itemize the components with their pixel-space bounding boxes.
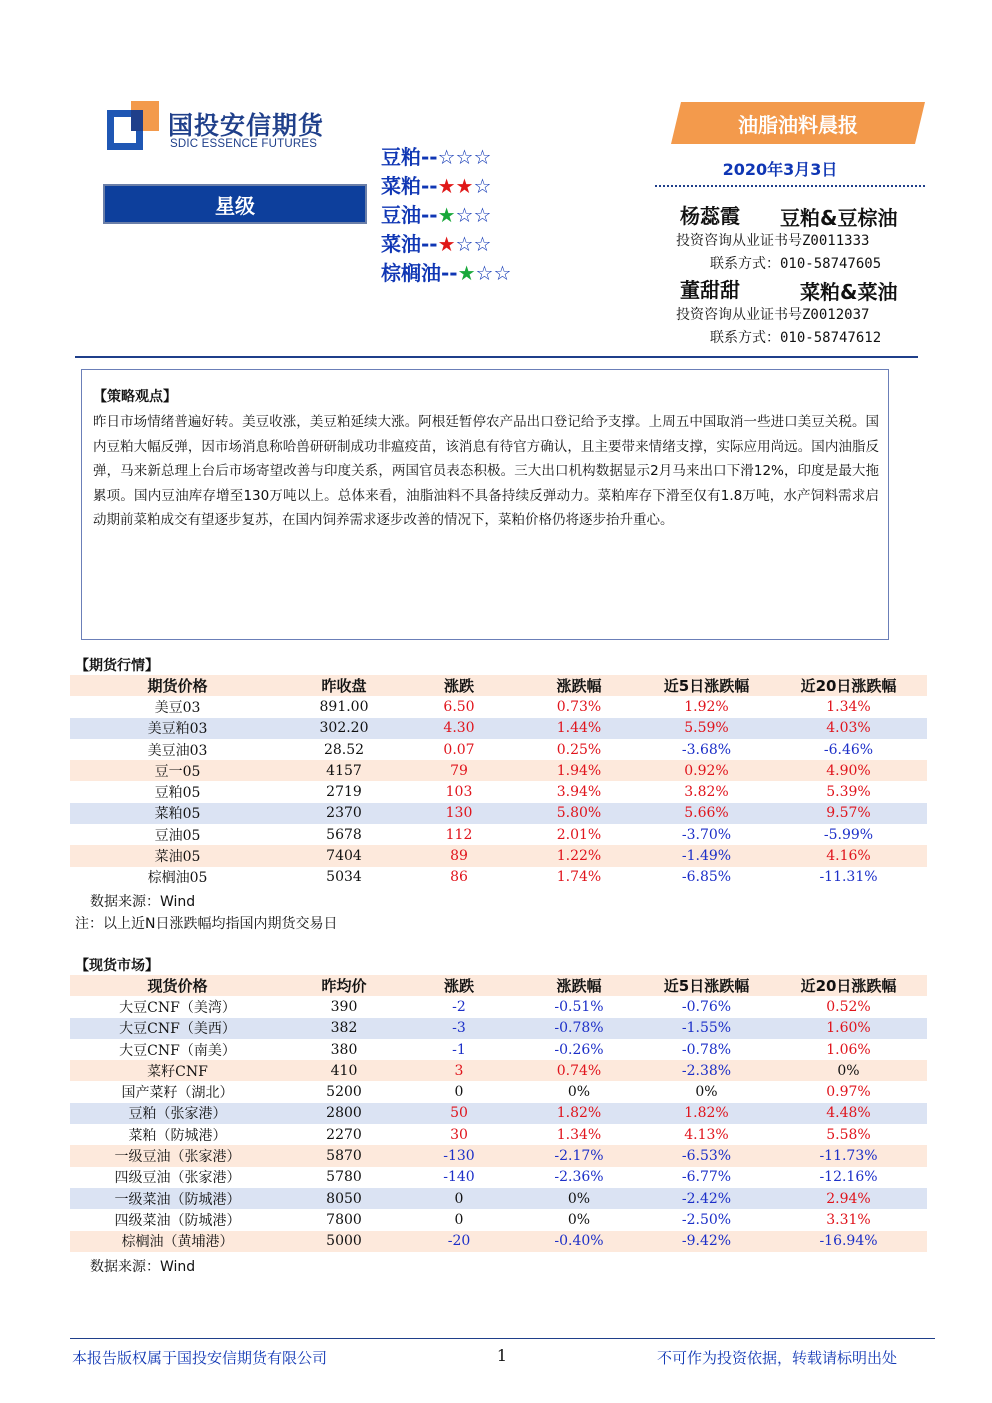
rating-label: 星级 — [215, 193, 255, 218]
table-row — [70, 1018, 927, 1039]
table-cell: 5870 — [285, 1145, 403, 1166]
table-cell: -1.49% — [643, 845, 770, 866]
table-cell: 7800 — [285, 1209, 403, 1230]
star-rating — [438, 174, 492, 198]
table-cell: 一级菜油（防城港） — [70, 1188, 285, 1209]
table-cell: 28.52 — [285, 739, 403, 760]
star-rating — [438, 203, 492, 227]
rating-list — [381, 143, 511, 288]
table-row — [70, 1231, 927, 1252]
spot-section-title: 【现货市场】 — [75, 958, 159, 974]
table-cell: -11.73% — [770, 1145, 927, 1166]
star-filled-icon: ★ — [437, 232, 456, 256]
table-cell: 382 — [285, 1018, 403, 1039]
table-cell: 豆油05 — [70, 824, 285, 845]
table-cell: -0.51% — [515, 996, 643, 1017]
table-row — [70, 1039, 927, 1060]
table-cell: 7404 — [285, 845, 403, 866]
table-cell: 美豆03 — [70, 696, 285, 717]
table-cell: 410 — [285, 1060, 403, 1081]
table-cell: 0% — [643, 1081, 770, 1102]
table-cell: 0.92% — [643, 760, 770, 781]
table-cell: 豆一05 — [70, 760, 285, 781]
table-row — [70, 1081, 927, 1102]
table-cell: 0.97% — [770, 1081, 927, 1102]
table-cell: 5.59% — [643, 718, 770, 739]
table-cell: -12.16% — [770, 1167, 927, 1188]
table-cell: -1 — [403, 1039, 515, 1060]
rating-separator: -- — [421, 145, 438, 169]
table-cell: 1.82% — [515, 1103, 643, 1124]
table-cell: 3 — [403, 1060, 515, 1081]
star-empty-icon: ☆ — [473, 232, 492, 256]
table-cell: 8050 — [285, 1188, 403, 1209]
table-cell: 2270 — [285, 1124, 403, 1145]
table-cell: 大豆CNF（美湾） — [70, 996, 285, 1017]
table-cell: 大豆CNF（美西） — [70, 1018, 285, 1039]
table-cell: -11.31% — [770, 867, 927, 888]
star-filled-icon: ★ — [437, 174, 456, 198]
table-cell: 0 — [403, 1188, 515, 1209]
table-cell: 5.66% — [643, 803, 770, 824]
table-cell: 50 — [403, 1103, 515, 1124]
table-cell: 1.44% — [515, 718, 643, 739]
table-cell: 棕榈油05 — [70, 867, 285, 888]
spot-table — [70, 975, 927, 1252]
table-cell: 0.52% — [770, 996, 927, 1017]
table-cell: -130 — [403, 1145, 515, 1166]
table-cell: -2.38% — [643, 1060, 770, 1081]
footer-disclaimer: 不可作为投资依据，转载请标明出处 — [657, 1349, 898, 1367]
table-cell: 4.13% — [643, 1124, 770, 1145]
rating-product: 豆粕 — [381, 145, 421, 169]
table-cell: -5.99% — [770, 824, 927, 845]
star-filled-icon: ★ — [437, 203, 456, 227]
star-empty-icon: ☆ — [473, 203, 492, 227]
rating-row — [381, 259, 511, 288]
star-filled-icon: ★ — [457, 261, 476, 285]
column-header: 近20日涨跌幅 — [770, 975, 927, 996]
author-contact: 联系方式：010-58747612 — [710, 330, 882, 346]
table-cell: 4.48% — [770, 1103, 927, 1124]
table-row — [70, 696, 927, 717]
table-cell: 菜籽CNF — [70, 1060, 285, 1081]
table-cell: 3.94% — [515, 781, 643, 802]
company-logo-icon — [107, 101, 159, 150]
table-row — [70, 718, 927, 739]
table-row — [70, 1124, 927, 1145]
header-divider — [75, 356, 918, 358]
rating-row — [381, 230, 511, 259]
author-cert: 投资咨询从业证书号Z0011333 — [676, 233, 870, 249]
column-header: 涨跌 — [403, 675, 515, 696]
table-cell: 棕榈油（黄埔港） — [70, 1231, 285, 1252]
column-header: 近5日涨跌幅 — [643, 975, 770, 996]
footer-copyright: 本报告版权属于国投安信期货有限公司 — [72, 1349, 328, 1367]
table-cell: 1.92% — [643, 696, 770, 717]
star-rating — [438, 145, 492, 169]
column-header: 昨收盘 — [285, 675, 403, 696]
table-cell: 112 — [403, 824, 515, 845]
column-header: 涨跌幅 — [515, 675, 643, 696]
company-name-cn: 国投安信期货 — [168, 111, 325, 140]
table-cell: 1.34% — [770, 696, 927, 717]
author-contact: 联系方式：010-58747605 — [710, 256, 882, 272]
table-cell: -3.68% — [643, 739, 770, 760]
table-cell: 4.90% — [770, 760, 927, 781]
rating-separator: -- — [441, 261, 458, 285]
table-cell: 0% — [515, 1081, 643, 1102]
table-cell: 2.01% — [515, 824, 643, 845]
table-cell: -16.94% — [770, 1231, 927, 1252]
table-cell: 302.20 — [285, 718, 403, 739]
author-field: 豆粕&豆棕油 — [780, 206, 898, 230]
strategy-title: 【策略观点】 — [93, 389, 177, 405]
star-empty-icon: ☆ — [455, 203, 474, 227]
table-cell: -6.46% — [770, 739, 927, 760]
table-cell: 130 — [403, 803, 515, 824]
table-cell: -20 — [403, 1231, 515, 1252]
column-header: 涨跌 — [403, 975, 515, 996]
table-cell: -6.85% — [643, 867, 770, 888]
table-cell: 4.03% — [770, 718, 927, 739]
star-rating — [458, 261, 512, 285]
column-header: 现货价格 — [70, 975, 285, 996]
table-row — [70, 781, 927, 802]
table-cell: 5678 — [285, 824, 403, 845]
table-cell: -0.78% — [643, 1039, 770, 1060]
table-cell: 5780 — [285, 1167, 403, 1188]
table-cell: 国产菜籽（湖北） — [70, 1081, 285, 1102]
table-row — [70, 760, 927, 781]
table-cell: -2.42% — [643, 1188, 770, 1209]
rating-product: 菜粕 — [381, 174, 421, 198]
table-row — [70, 1167, 927, 1188]
table-cell: 四级菜油（防城港） — [70, 1209, 285, 1230]
table-cell: 5034 — [285, 867, 403, 888]
table-cell: 0.74% — [515, 1060, 643, 1081]
table-cell: 菜油05 — [70, 845, 285, 866]
table-cell: 5200 — [285, 1081, 403, 1102]
table-row — [70, 1060, 927, 1081]
rating-product: 豆油 — [381, 203, 421, 227]
table-cell: 0% — [515, 1188, 643, 1209]
table-cell: 菜粕（防城港） — [70, 1124, 285, 1145]
table-row — [70, 996, 927, 1017]
dotted-divider — [655, 185, 925, 187]
table-cell: -9.42% — [643, 1231, 770, 1252]
table-cell: 2800 — [285, 1103, 403, 1124]
table-cell: 2370 — [285, 803, 403, 824]
table-cell: 3.31% — [770, 1209, 927, 1230]
column-header: 近20日涨跌幅 — [770, 675, 927, 696]
table-cell: 四级豆油（张家港） — [70, 1167, 285, 1188]
table-cell: -1.55% — [643, 1018, 770, 1039]
star-empty-icon: ☆ — [473, 174, 492, 198]
table-cell: 390 — [285, 996, 403, 1017]
star-empty-icon: ☆ — [475, 261, 494, 285]
table-cell: 1.74% — [515, 867, 643, 888]
table-header-row — [70, 675, 927, 696]
table-cell: 9.57% — [770, 803, 927, 824]
table-row — [70, 1145, 927, 1166]
table-cell: -2.36% — [515, 1167, 643, 1188]
table-cell: -0.78% — [515, 1018, 643, 1039]
table-cell: 1.60% — [770, 1018, 927, 1039]
table-cell: 美豆粕03 — [70, 718, 285, 739]
table-cell: -0.76% — [643, 996, 770, 1017]
star-empty-icon: ☆ — [437, 145, 456, 169]
table-cell: 0% — [515, 1209, 643, 1230]
table-cell: 美豆油03 — [70, 739, 285, 760]
table-cell: 891.00 — [285, 696, 403, 717]
table-cell: 6.50 — [403, 696, 515, 717]
table-cell: 1.94% — [515, 760, 643, 781]
table-cell: 0 — [403, 1081, 515, 1102]
star-rating — [438, 232, 492, 256]
star-empty-icon: ☆ — [455, 232, 474, 256]
page-number: 1 — [496, 1346, 508, 1365]
star-filled-icon: ★ — [455, 174, 474, 198]
table-cell: 5.58% — [770, 1124, 927, 1145]
table-row — [70, 1209, 927, 1230]
table-cell: -6.53% — [643, 1145, 770, 1166]
table-row — [70, 1103, 927, 1124]
strategy-body: 昨日市场情绪普遍好转。美豆收涨，美豆粕延续大涨。阿根廷暂停农产品出口登记给予支撑。上周五中国取消一些进口美豆关税。国内豆粕大幅反弹，因市场消息称哈兽研研制成功非瘟疫苗，该消息有待官方确认，且主要带来情绪支撑，实际应用尚远。国内油脂反弹，马来新总理上台后市场寄望改善与印度关系，两国官员表态积极。三大出口机构数据显示2月马来出口下滑12%，印度是最大拖累项。国内豆油库存增至130万吨以上。总体来看，油脂油料不具备持续反弹动力。菜粕库存下滑至仅有1.8万吨，水产饲料需求启动期前菜粕成交有望逐步复苏，在国内饲养需求逐步改善的情况下，菜粕价格仍将逐步抬升重心。 — [93, 414, 879, 528]
table-row — [70, 867, 927, 888]
company-name-en: SDIC ESSENCE FUTURES — [170, 138, 318, 150]
rating-row — [381, 172, 511, 201]
futures-note: 注：以上近N日涨跌幅均指国内期货交易日 — [75, 916, 338, 932]
table-cell: 2.94% — [770, 1188, 927, 1209]
table-row — [70, 739, 927, 760]
rating-product: 菜油 — [381, 232, 421, 256]
table-cell: 菜粕05 — [70, 803, 285, 824]
table-cell: 5.80% — [515, 803, 643, 824]
futures-section-title: 【期货行情】 — [75, 658, 159, 674]
table-cell: 86 — [403, 867, 515, 888]
table-cell: 1.22% — [515, 845, 643, 866]
table-cell: 1.82% — [643, 1103, 770, 1124]
futures-table — [70, 675, 927, 888]
table-cell: 4157 — [285, 760, 403, 781]
author-field: 菜粕&菜油 — [800, 280, 898, 304]
table-row — [70, 845, 927, 866]
report-date: 2020年3月3日 — [722, 160, 838, 179]
table-header-row — [70, 975, 927, 996]
star-empty-icon: ☆ — [493, 261, 512, 285]
table-cell: 103 — [403, 781, 515, 802]
column-header: 涨跌幅 — [515, 975, 643, 996]
table-cell: 0.07 — [403, 739, 515, 760]
table-cell: 380 — [285, 1039, 403, 1060]
table-cell: 0% — [770, 1060, 927, 1081]
table-cell: 5.39% — [770, 781, 927, 802]
table-cell: 0.25% — [515, 739, 643, 760]
table-cell: 4.16% — [770, 845, 927, 866]
table-cell: 30 — [403, 1124, 515, 1145]
table-cell: -6.77% — [643, 1167, 770, 1188]
table-cell: 89 — [403, 845, 515, 866]
table-cell: 豆粕（张家港） — [70, 1103, 285, 1124]
table-row — [70, 824, 927, 845]
rating-separator: -- — [421, 232, 438, 256]
author-name: 杨蕊霞 — [680, 204, 740, 228]
table-row — [70, 803, 927, 824]
table-cell: 0 — [403, 1209, 515, 1230]
table-cell: 豆粕05 — [70, 781, 285, 802]
table-row — [70, 1188, 927, 1209]
rating-product: 棕榈油 — [381, 261, 441, 285]
column-header: 期货价格 — [70, 675, 285, 696]
table-cell: 一级豆油（张家港） — [70, 1145, 285, 1166]
rating-separator: -- — [421, 203, 438, 227]
table-cell: 1.34% — [515, 1124, 643, 1145]
footer-divider — [70, 1338, 935, 1339]
table-cell: -2.50% — [643, 1209, 770, 1230]
table-cell: -2 — [403, 996, 515, 1017]
table-cell: 79 — [403, 760, 515, 781]
table-cell: 5000 — [285, 1231, 403, 1252]
spot-source: 数据来源：Wind — [90, 1259, 196, 1275]
author-cert: 投资咨询从业证书号Z0012037 — [676, 307, 870, 323]
report-title: 油脂油料晨报 — [738, 112, 858, 137]
rating-separator: -- — [421, 174, 438, 198]
column-header: 昨均价 — [285, 975, 403, 996]
table-cell: 2719 — [285, 781, 403, 802]
author-name: 董甜甜 — [680, 278, 740, 302]
star-empty-icon: ☆ — [455, 145, 474, 169]
table-cell: -3 — [403, 1018, 515, 1039]
futures-source: 数据来源：Wind — [90, 894, 196, 910]
table-cell: 大豆CNF（南美） — [70, 1039, 285, 1060]
table-cell: -2.17% — [515, 1145, 643, 1166]
rating-row — [381, 201, 511, 230]
star-empty-icon: ☆ — [473, 145, 492, 169]
table-cell: 3.82% — [643, 781, 770, 802]
table-cell: -3.70% — [643, 824, 770, 845]
table-cell: 0.73% — [515, 696, 643, 717]
table-cell: 4.30 — [403, 718, 515, 739]
rating-row — [381, 143, 511, 172]
rating-label-box — [103, 184, 367, 224]
column-header: 近5日涨跌幅 — [643, 675, 770, 696]
table-cell: -0.40% — [515, 1231, 643, 1252]
table-cell: -0.26% — [515, 1039, 643, 1060]
table-cell: -140 — [403, 1167, 515, 1188]
table-cell: 1.06% — [770, 1039, 927, 1060]
